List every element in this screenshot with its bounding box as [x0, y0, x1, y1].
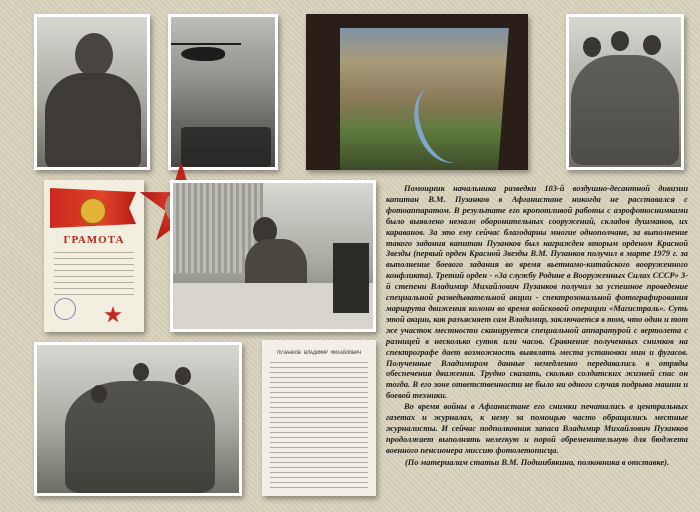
photo-group-officers [566, 14, 684, 170]
certificate-title: ГРАМОТА [63, 234, 125, 246]
photo-soldiers-sitting [34, 342, 242, 496]
letter-document [262, 340, 376, 496]
window-frame-right [498, 14, 528, 170]
officer-head-3 [643, 35, 661, 55]
window-frame-top [306, 14, 528, 28]
portrait-head [75, 33, 113, 77]
officer-head-2 [611, 31, 629, 51]
portrait-body [45, 73, 141, 167]
article-text [386, 184, 688, 469]
river [404, 77, 483, 170]
certificate-stamp [54, 298, 76, 320]
soldier-head-3 [175, 367, 191, 385]
helicopter-icon [181, 47, 225, 61]
soldiers-group [181, 127, 271, 167]
photo-portrait-officer [34, 14, 150, 170]
officer-head-1 [583, 37, 601, 57]
officers-bodies [571, 55, 679, 165]
soldier-head-2 [133, 363, 149, 381]
photo-valley-from-helicopter [306, 14, 528, 170]
letter-text-lines [270, 362, 368, 492]
certificate-text-lines [54, 252, 134, 300]
window-frame-left [306, 14, 340, 170]
article-paragraph-2: Во время войны в Афганистане его снимки печатались в центральных газетах и журналах, к нему за помощью часто обращались местные журналисты. И сейчас подполковник запаса Владимир Михайлович Пузанков продолжает выполнять нелегкую и порой обременительную для бюджета военного пенсионера миссию фотолетописца. [386, 402, 688, 455]
letter-heading: ПУЗАНКОВ ВЛАДИМИР МИХАЙЛОВИЧ [276, 350, 361, 356]
soldiers-bodies [65, 381, 215, 493]
rotor-icon [171, 43, 241, 45]
photo-man-at-desk [170, 180, 376, 332]
small-red-star-icon [104, 306, 122, 324]
certificate-gramota [44, 180, 144, 332]
lenin-emblem-icon [80, 198, 106, 224]
article-source: (По материалам статьи В.М. Подшибякина, полковника в отставке). [404, 457, 670, 467]
photo-helicopter-soldiers [168, 14, 278, 170]
equipment [333, 243, 369, 313]
article-paragraph-1: Помощник начальника разведки 103-й воздушно-десантной дивизии капитан В.М. Пузанков в Афганистане никогда не расставался с фотоаппаратом. В результате его кропотливой работы с аэрофотоснимками было выявлено немало оборонительных сооружений, складов душманов, их караванов. За это ему сейчас благодарны многие однополчане, за выполнение такого задания капитан Пузанков был награжден вторым орденом Красной Звезды (первый орден Красной Звезды В.М. Пузанков получил в марте 1979 г. за выполнение боевого задания во время вьетнамо-китайского вооруженного конфликта). Третий орден - «За службу Родине в Вооруженных Силах СССР» 3-й степени Владимир Михайлович Пузанков получил за успешное проведение специальной разведывательной акции - спектрозональной фотографирования маршрута движения колонн во время войсковой операции «Магистраль». Суть этой акции, как разъясняет сам Владимир, заключается в том, что один и тот же участок местности сканируется специальной аппаратурой с вертолета с разницей в несколько суток или часов. Сравнение полученных снимков на спектрографе дает возможность выявлять места установки мин и фугасов. Полученные Владимиром данные немедленно передавались в отряды обеспечения движения. Трудно сказать, сколько солдатских жизней спас он тогда. В его зоне ответственности не было ни одного случая подрыва машин и боевой техники. [386, 184, 688, 401]
